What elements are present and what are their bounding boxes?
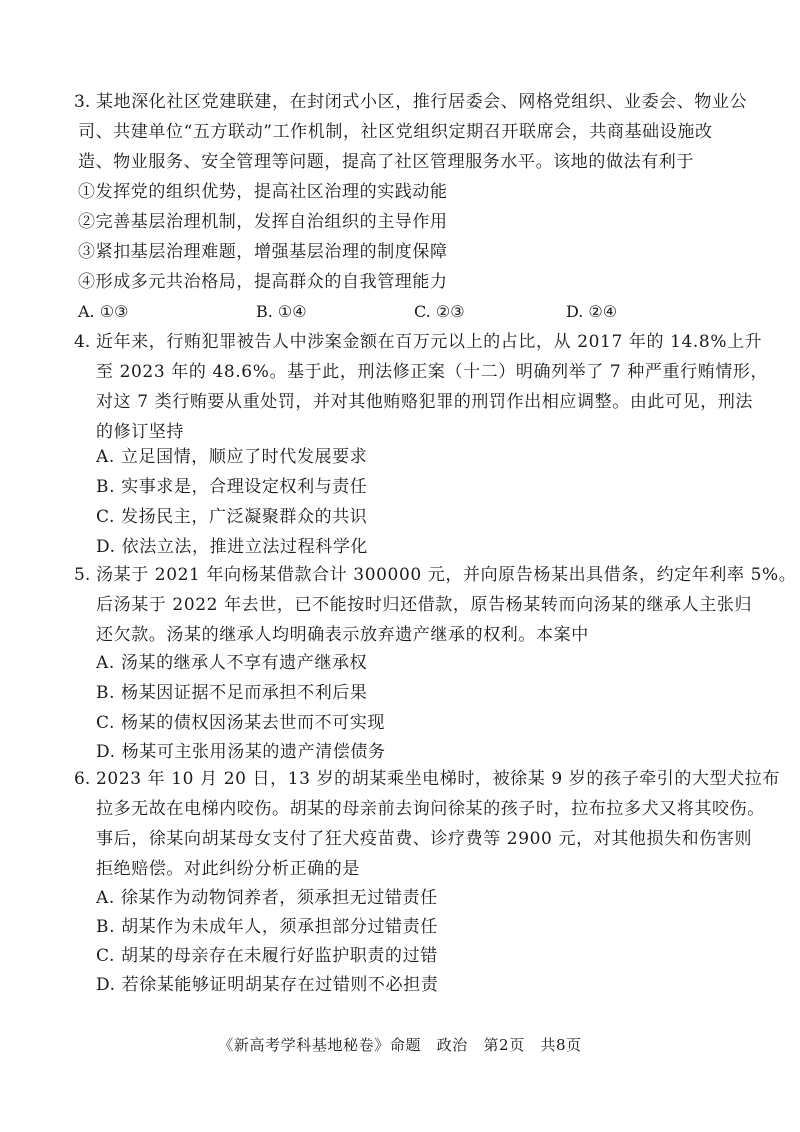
option: D. 若徐某能够证明胡某存在过错则不必担责 [96,975,439,995]
page-footer: 《新高考学科基地秘卷》命题 政治 第2页 共8页 [218,1036,582,1054]
stem-line: 近年来，行贿犯罪被告人中涉案金额在百万元以上的占比，从 2017 年的 14.8%上升 [96,332,763,352]
option: A. ①③ [78,302,129,321]
option: C. 发扬民主，广泛凝聚群众的共识 [96,507,368,527]
option: B. 胡某作为未成年人，须承担部分过错责任 [96,917,438,937]
statement: ④形成多元共治格局，提高群众的自我管理能力 [78,272,448,292]
option: D. 杨某可主张用汤某的遗产清偿债务 [96,742,386,762]
option: A. 汤某的继承人不享有遗产继承权 [96,653,368,673]
question-number: 5. [74,565,91,585]
option: C. ②③ [414,302,465,321]
question-number: 4. [74,332,91,352]
question-number: 3. [74,92,91,112]
stem-line: 至 2023 年的 48.6%。基于此，刑法修正案（十二）明确列举了 7 种严重行贿情形， [96,362,769,382]
stem-line: 司、共建单位“五方联动”工作机制，社区党组织定期召开联席会，共商基础设施改 [78,122,713,142]
statement: ②完善基层治理机制，发挥自治组织的主导作用 [78,212,448,232]
stem-line: 拉多无故在电梯内咬伤。胡某的母亲前去询问徐某的孩子时，拉布拉多犬又将其咬伤。 [96,799,765,819]
statement: ①发挥党的组织优势，提高社区治理的实践动能 [78,182,448,202]
question-number: 6. [74,769,91,789]
option: A. 徐某作为动物饲养者，须承担无过错责任 [96,888,438,908]
stem-line: 某地深化社区党建联建，在封闭式小区，推行居委会、网格党组织、业委会、物业公 [96,92,748,112]
stem-line: 后汤某于 2022 年去世，已不能按时归还借款，原告杨某转而向汤某的继承人主张归 [96,595,753,615]
option: B. ①④ [256,302,307,321]
option: D. 依法立法，推进立法过程科学化 [96,537,369,557]
stem-line: 还欠款。汤某的继承人均明确表示放弃遗产继承的权利。本案中 [96,625,589,645]
stem-line: 对这 7 类行贿要从重处罚，并对其他贿赂犯罪的刑罚作出相应调整。由此可见，刑法 [96,392,754,412]
option: C. 胡某的母亲存在未履行好监护职责的过错 [96,946,438,966]
stem-line: 的修订坚持 [96,422,184,442]
option: D. ②④ [566,302,618,321]
stem-line: 拒绝赔偿。对此纠纷分析正确的是 [96,859,360,879]
option: B. 杨某因证据不足而承担不利后果 [96,683,368,703]
option: B. 实事求是，合理设定权利与责任 [96,477,368,497]
stem-line: 事后，徐某向胡某母女支付了狂犬疫苗费、诊疗费等 2900 元，对其他损失和伤害则 [96,829,753,849]
statement: ③紧扣基层治理难题，增强基层治理的制度保障 [78,242,448,262]
stem-line: 汤某于 2021 年向杨某借款合计 300000 元，并向原告杨某出具借条，约定年利率 5%。 [96,565,797,585]
option: C. 杨某的债权因汤某去世而不可实现 [96,713,386,733]
stem-line: 造、物业服务、安全管理等问题，提高了社区管理服务水平。该地的做法有利于 [78,152,694,172]
stem-line: 2023 年 10 月 20 日，13 岁的胡某乘坐电梯时，被徐某 9 岁的孩子牵引的大型犬拉布 [96,769,781,789]
option: A. 立足国情，顺应了时代发展要求 [96,447,368,467]
